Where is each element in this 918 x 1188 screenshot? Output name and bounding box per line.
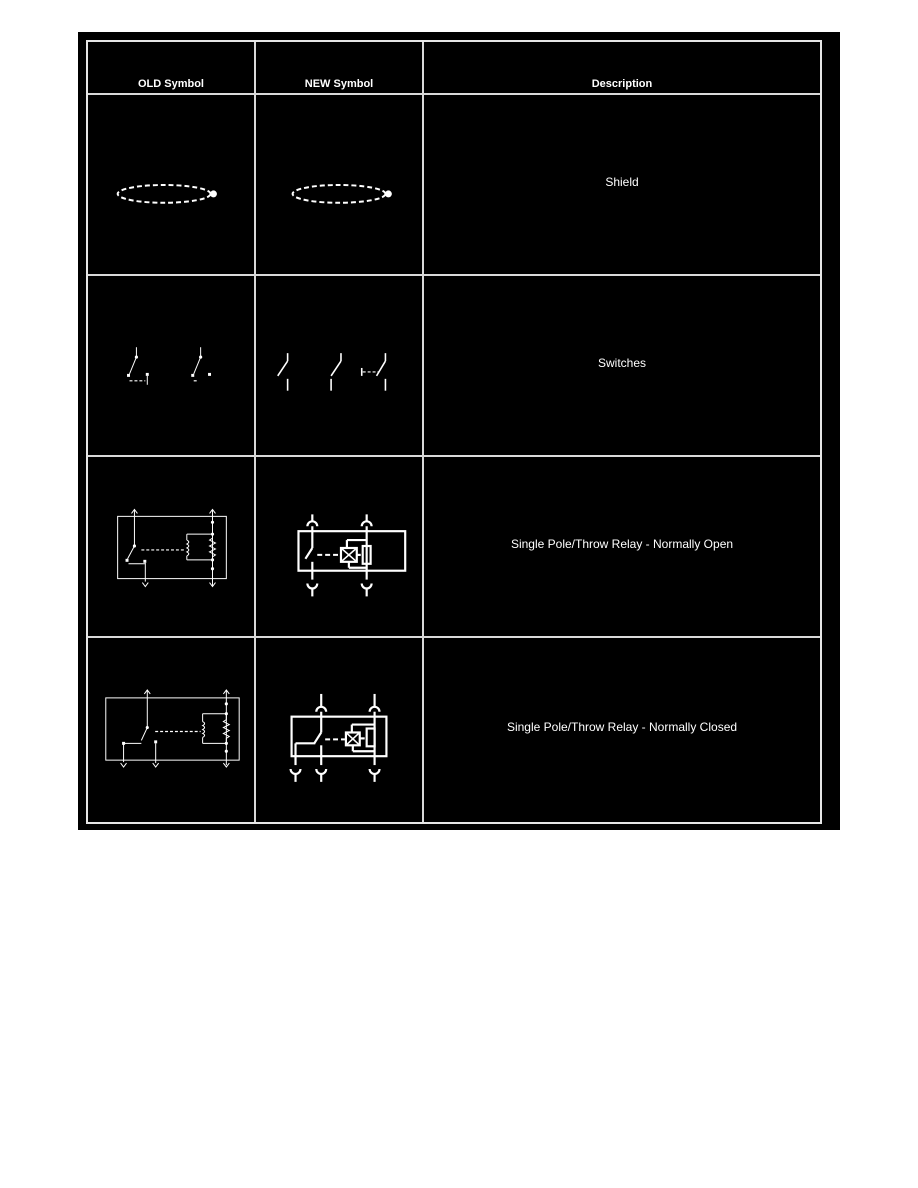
switches-new-icon — [256, 276, 424, 457]
switches-description: Switches — [424, 276, 820, 457]
relay-normally-closed-new-icon — [256, 638, 424, 822]
shield-old-icon — [88, 95, 256, 276]
relay-normally-open-description: Single Pole/Throw Relay - Normally Open — [424, 457, 820, 638]
relay-normally-open-old-icon — [88, 457, 256, 638]
header-description: Description — [424, 42, 820, 95]
header-new-symbol: NEW Symbol — [256, 42, 424, 95]
shield-description: Shield — [424, 95, 820, 276]
relay-normally-closed-old-icon — [88, 638, 256, 822]
header-old-symbol: OLD Symbol — [88, 42, 256, 95]
switches-old-icon — [88, 276, 256, 457]
relay-normally-open-new-icon — [256, 457, 424, 638]
relay-normally-closed-description: Single Pole/Throw Relay - Normally Closed — [506, 720, 738, 734]
shield-new-icon — [256, 95, 424, 276]
symbol-table — [86, 40, 822, 824]
